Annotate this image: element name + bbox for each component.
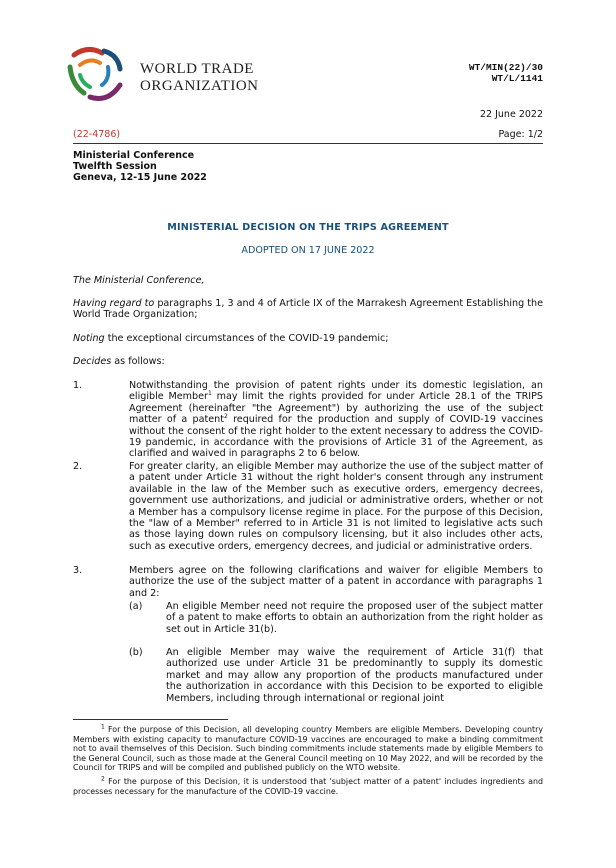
document-symbol-2: WT/L/1141: [491, 73, 543, 84]
footnote-separator: [73, 719, 228, 720]
footnote-2: [73, 777, 543, 796]
footnote-2-text: For the purpose of this Decision, it is understood that 'subject matter of a patent' includes ingredients and processes necessary for the manufacture of the COVID-19 vaccine.: [73, 777, 543, 796]
paragraph-number: 1.: [73, 380, 83, 391]
adoption-date: ADOPTED ON 17 JUNE 2022: [241, 245, 375, 256]
footnote-1: [73, 725, 543, 773]
preamble-2: [73, 298, 543, 321]
preamble-4-italic: Decides: [73, 356, 112, 367]
preamble-1-text: The Ministerial Conference,: [73, 275, 205, 286]
document-date: 22 June 2022: [480, 109, 543, 120]
meeting-line-2: Twelfth Session: [73, 161, 157, 172]
paragraph-number: 3.: [73, 565, 83, 576]
paragraph-1-part-b: may limit the rights provided for under Article 28.1 of the TRIPS Agreement (hereinafter "the Agreement") by authorizing the use of the subject matter of a patent: [129, 391, 543, 426]
preamble-3-text: the exceptional circumstances of the COVID-19 pandemic;: [104, 333, 389, 344]
subparagraph-number: (a): [129, 601, 143, 612]
footnote-ref-1[interactable]: 1: [207, 390, 212, 398]
paragraph-number: 2.: [73, 461, 83, 472]
footnote-ref-2[interactable]: 2: [223, 413, 228, 421]
preamble-2-text: paragraphs 1, 3 and 4 of Article IX of the Marrakesh Agreement Establishing the World Trade Organization;: [73, 298, 544, 321]
wto-logo-icon: [66, 45, 126, 107]
preamble-3-italic: Noting: [73, 333, 105, 344]
meeting-info: [73, 150, 207, 183]
org-name-line1: WORLD TRADE: [140, 61, 254, 77]
paragraph-1: [129, 380, 543, 460]
paragraph-1-part-c: required for the production and supply of COVID-19 vaccines without the consent of the right holder to the extent necessary to address the COVID-19 pandemic, in accordance with the provisions of Article 31 of the Agreement, as clarified and waived in paragraphs 2 to 6 below.: [129, 414, 543, 460]
paragraph-2: For greater clarity, an eligible Member may authorize the use of the subject matter of a patent under Article 31 without the right holder's consent through any instrument available in the law of the Member such as executive orders, emergency decrees, government use authorizations, and judicial or administrative orders, whether or not a Member has a compulsory license regime in place. For the purpose of this Decision, the "law of a Member" referred to in Article 31 is not limited to legislative acts such as those laying down rules on compulsory licensing, but it also includes other acts, such as executive orders, emergency decrees, and judicial or administrative orders.: [129, 461, 543, 552]
wto-logo: [66, 45, 259, 107]
preamble-3: [73, 333, 543, 344]
preamble-4: [73, 356, 543, 367]
paragraph-3: Members agree on the following clarifications and waiver for eligible Members to authorize the use of the subject matter of a patent in accordance with paragraphs 1 and 2:: [129, 565, 543, 599]
org-name-line2: ORGANIZATION: [140, 78, 259, 94]
subparagraph-a: An eligible Member need not require the proposed user of the subject matter of a patent to make efforts to obtain an authorization from the right holder as set out in Article 31(b).: [166, 601, 543, 635]
paragraph-1-part-a: Notwithstanding the provision of patent rights under its domestic legislation, an eligible Member: [129, 380, 543, 403]
subparagraph-number: (b): [129, 647, 143, 658]
document-symbol-1: WT/MIN(22)/30: [468, 62, 543, 73]
footnote-1-number: 1: [101, 723, 105, 731]
footnote-1-text: For the purpose of this Decision, all developing country Members are eligible Members. Developing country Members with existing capacity to manufacture COVID-19 vaccines are encouraged to make a binding commitment not to avail themselves of this Decision. Such binding commitments include statements made by eligible Members to the General Council, such as those made at the General Council meeting on 10 May 2022, and will be recorded by the Council for TRIPS and will be compiled and published publicly on the WTO website.: [73, 725, 543, 773]
document-number: (22-4786): [73, 129, 121, 140]
subparagraph-b: An eligible Member may waive the requirement of Article 31(f) that authorized use under Article 31 be predominantly to supply its domestic market and may allow any proportion of the products manufactured under the authorization in accordance with this Decision to be exported to eligible Members, including through international or regional joint: [166, 647, 543, 704]
preamble-4-text: as follows:: [111, 356, 165, 367]
meeting-line-3: Geneva, 12-15 June 2022: [73, 172, 207, 183]
meeting-line-1: Ministerial Conference: [73, 150, 195, 161]
document-title: MINISTERIAL DECISION ON THE TRIPS AGREEMENT: [167, 222, 449, 233]
footnote-2-number: 2: [101, 775, 105, 783]
preamble-2-italic: Having regard to: [73, 298, 155, 309]
header-divider: [73, 143, 543, 144]
page-number: Page: 1/2: [498, 129, 543, 140]
preamble-1: [73, 275, 543, 286]
